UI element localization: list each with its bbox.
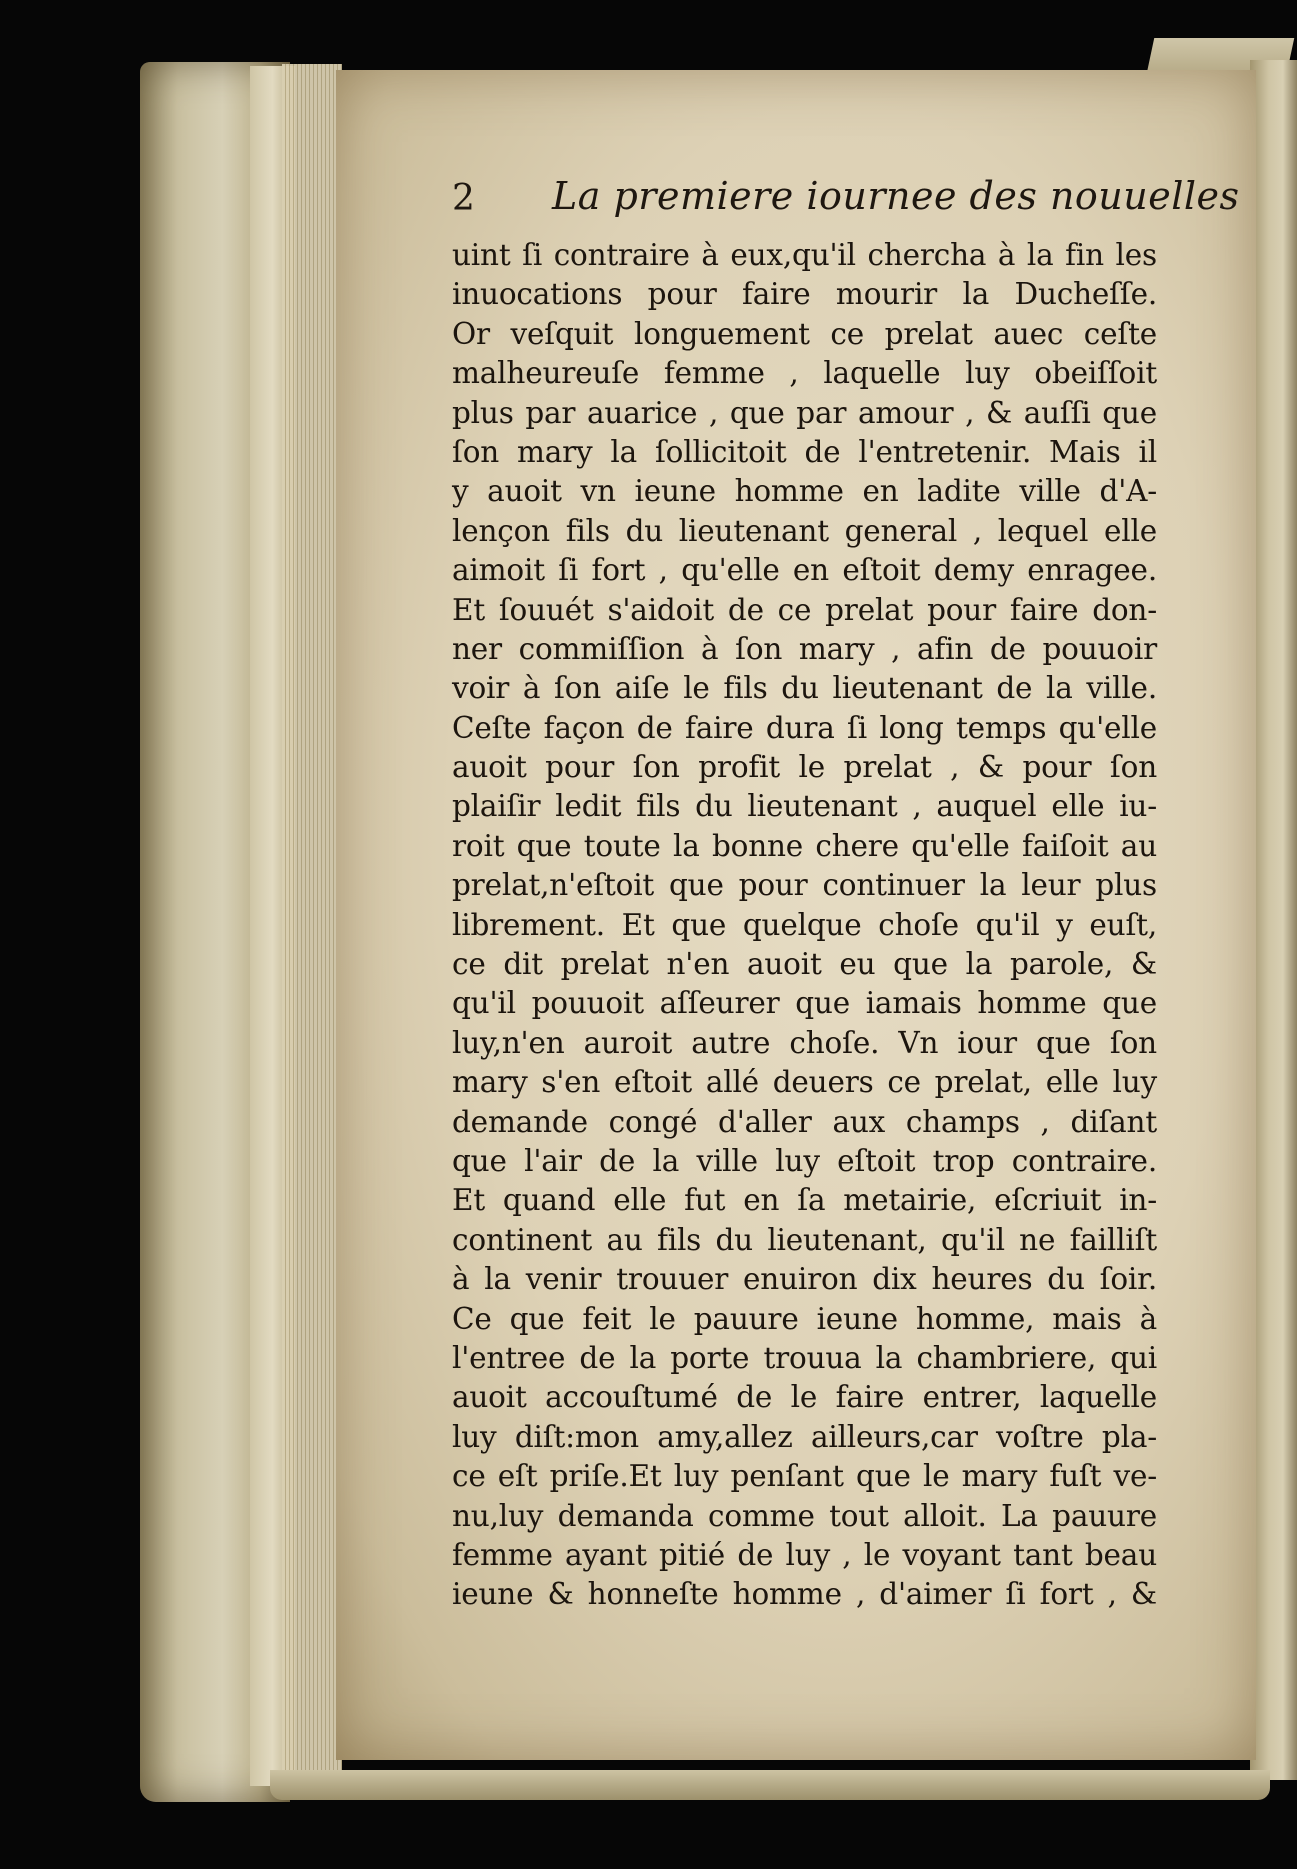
text-line: plus par auarice , que par amour , & auſſi que — [452, 395, 1157, 430]
text-line: à la venir trouuer enuiron dix heures du ſoir. — [452, 1262, 1157, 1297]
text-line: demande congé d'aller aux champs , diſant — [452, 1104, 1157, 1139]
text-line: que l'air de la ville luy eſtoit trop contraire. — [452, 1143, 1157, 1178]
text-line: femme ayant pitié de luy , le voyant tant beau — [452, 1537, 1157, 1572]
text-line: voir à ſon aiſe le fils du lieutenant de la ville. — [452, 671, 1157, 706]
text-line: prelat,n'eſtoit que pour continuer la leur plus — [452, 868, 1157, 903]
text-line: plaiſir ledit fils du lieutenant , auquel elle iu- — [452, 789, 1157, 824]
text-line: roit que toute la bonne chere qu'elle faiſoit au — [452, 828, 1157, 863]
gutter-edge — [1250, 60, 1297, 1780]
running-head — [452, 170, 1240, 230]
text-line: y auoit vn ieune homme en ladite ville d'A- — [452, 474, 1157, 509]
text-line: ieune & honneſte homme , d'aimer ſi fort , & — [452, 1577, 1157, 1612]
page-edges — [282, 64, 342, 1770]
text-line: continent au fils du lieutenant, qu'il ne failliſt — [452, 1222, 1157, 1257]
text-line: l'entree de la porte trouua la chambriere, qui — [452, 1340, 1157, 1375]
text-line: luy diſt:mon amy,allez ailleurs,car voſtre pla- — [452, 1419, 1157, 1454]
text-line: librement. Et que quelque choſe qu'il y euſt, — [452, 907, 1157, 942]
text-line: ce dit prelat n'en auoit eu que la parole, & — [452, 947, 1157, 982]
text-line: Ceſte façon de faire dura ſi long temps qu'elle — [452, 710, 1157, 745]
text-line: malheureuſe femme , laquelle luy obeiſſoit — [452, 356, 1157, 391]
text-line: lençon fils du lieutenant general , lequel elle — [452, 513, 1157, 548]
text-line: luy,n'en auroit autre choſe. Vn iour que ſon — [452, 1025, 1157, 1060]
text-line: Et quand elle fut en ſa metairie, eſcriuit in- — [452, 1183, 1157, 1218]
bottom-cover-edge — [270, 1770, 1270, 1800]
text-line: Ce que feit le pauure ieune homme, mais à — [452, 1301, 1157, 1336]
body-text — [452, 236, 1157, 1615]
text-line: ſon mary la ſollicitoit de l'entretenir. Mais il — [452, 434, 1157, 469]
text-line: auoit pour ſon profit le prelat , & pour ſon — [452, 750, 1157, 785]
text-line: inuocations pour faire mourir la Ducheſſe. — [452, 277, 1157, 312]
text-line: nu,luy demanda comme tout alloit. La pauure — [452, 1498, 1157, 1533]
text-line: ner commiſſion à ſon mary , afin de pouuoir — [452, 631, 1157, 666]
running-title: La premiere iournee des nouuelles — [552, 174, 1240, 218]
page-number: 2 — [452, 178, 475, 219]
text-line: Or veſquit longuement ce prelat auec ceſte — [452, 316, 1157, 351]
text-line: aimoit ſi fort , qu'elle en eſtoit demy enragee. — [452, 553, 1157, 588]
text-line: auoit accouſtumé de le faire entrer, laquelle — [452, 1380, 1157, 1415]
text-line: mary s'en eſtoit allé deuers ce prelat, elle luy — [452, 1065, 1157, 1100]
text-line: qu'il pouuoit aſſeurer que iamais homme que — [452, 986, 1157, 1021]
text-line: Et ſouuét s'aidoit de ce prelat pour faire don- — [452, 592, 1157, 627]
text-line: ce eſt priſe.Et luy penſant que le mary fuſt ve- — [452, 1459, 1157, 1494]
text-line: uint ſi contraire à eux,qu'il chercha à la fin les — [452, 238, 1157, 272]
